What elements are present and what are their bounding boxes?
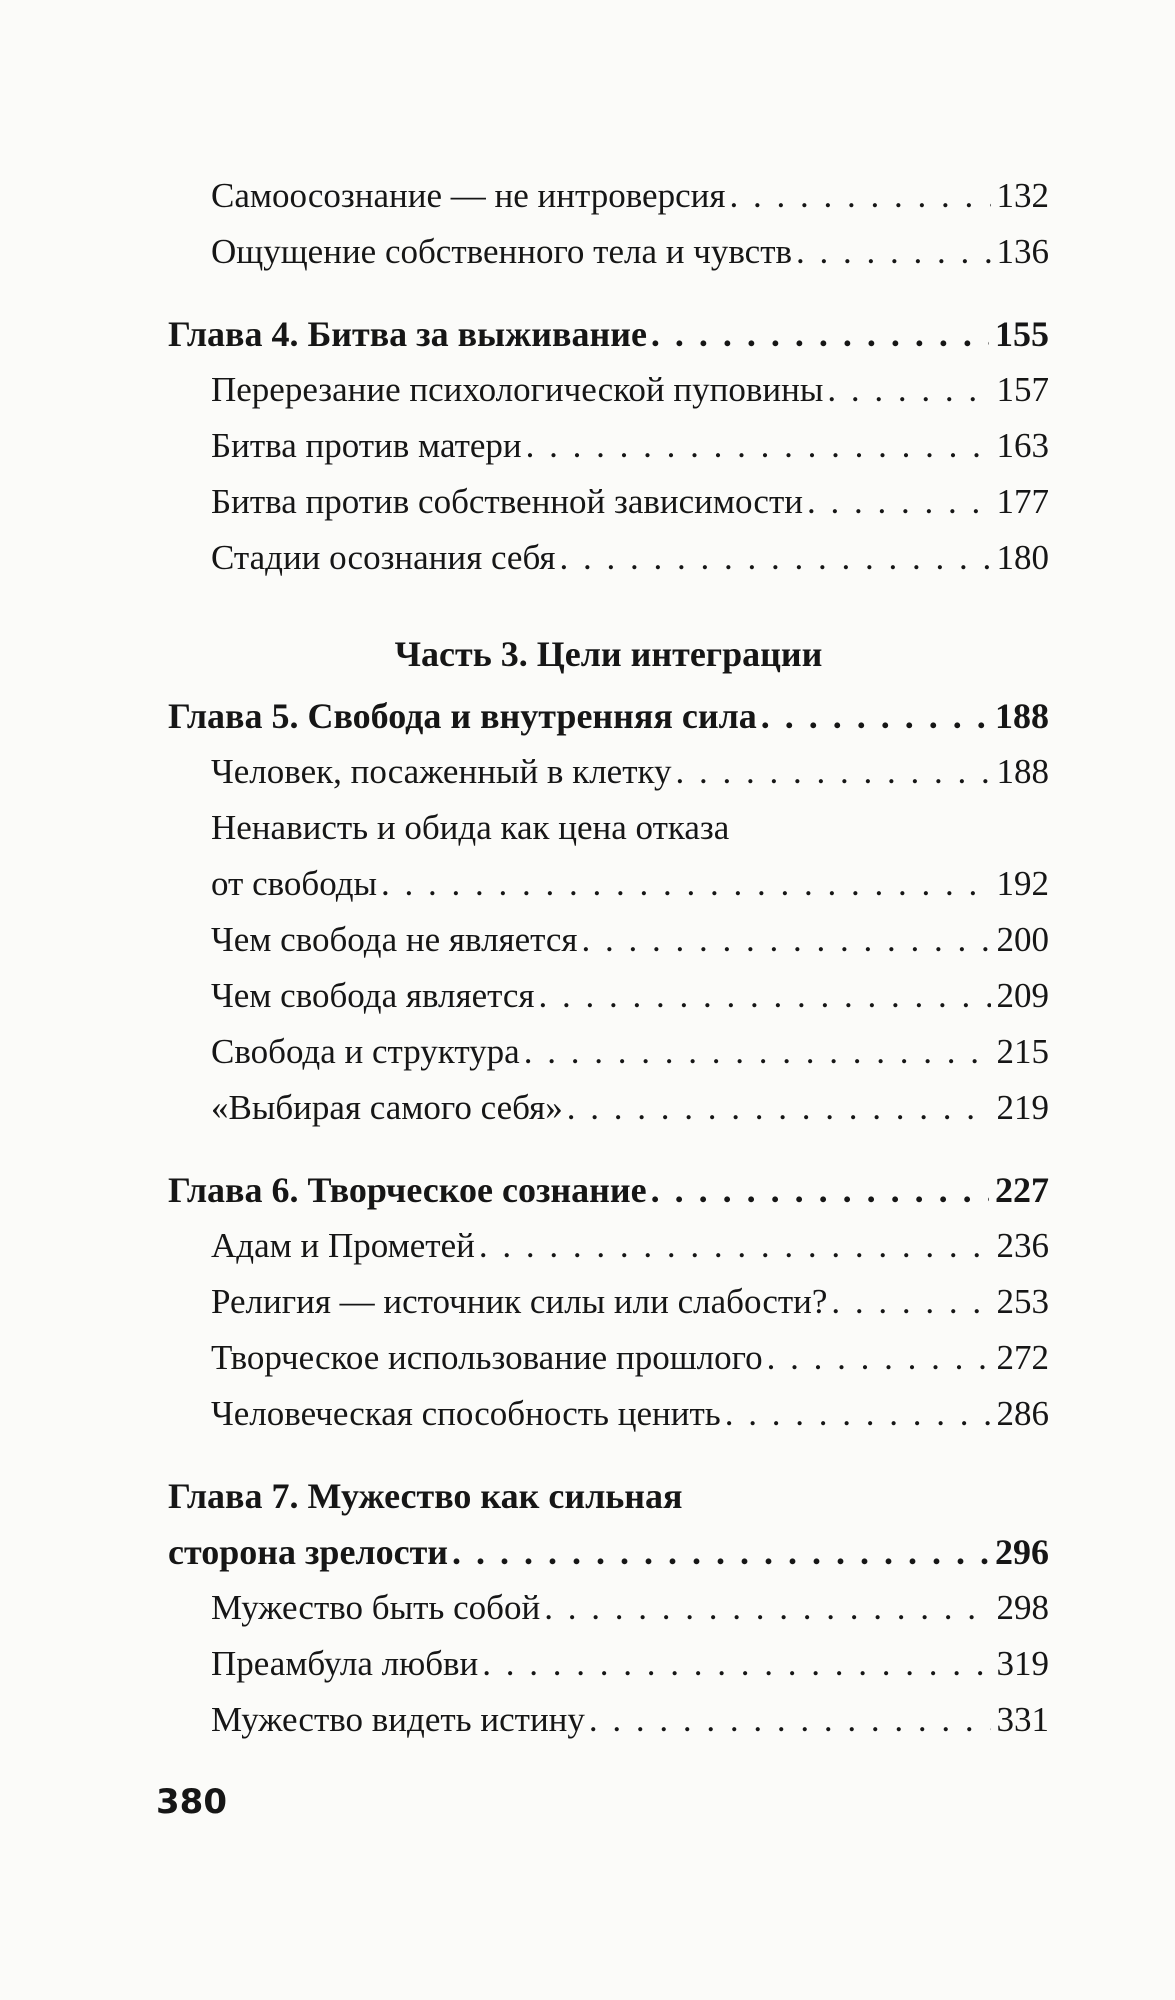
toc-entry bbox=[168, 1024, 1049, 1080]
dot-leader bbox=[452, 1524, 989, 1580]
dot-leader bbox=[796, 224, 990, 280]
chapter-title: Глава 4. Битва за выживание bbox=[168, 314, 647, 354]
dot-leader bbox=[479, 1218, 991, 1274]
toc-entry-title: Самоосознание — не интроверсия bbox=[211, 176, 726, 215]
toc-entry-page: 236 bbox=[996, 1226, 1049, 1265]
dot-leader bbox=[539, 968, 991, 1024]
toc-chapter-5 bbox=[168, 688, 1049, 744]
dot-leader bbox=[767, 1330, 991, 1386]
part-title: Часть 3. Цели интеграции bbox=[394, 634, 823, 674]
toc-entry-title: Религия — источник силы или слабости? bbox=[211, 1282, 828, 1321]
toc-entry-title: Перерезание психологической пуповины bbox=[211, 370, 824, 409]
toc-entry bbox=[168, 1692, 1049, 1748]
toc-entry bbox=[168, 474, 1049, 530]
toc-entry-title: Адам и Прометей bbox=[211, 1226, 475, 1265]
toc-entry-title: Свобода и структура bbox=[211, 1032, 520, 1071]
dot-leader bbox=[582, 912, 991, 968]
chapter-page: 296 bbox=[995, 1532, 1049, 1572]
dot-leader bbox=[761, 688, 989, 744]
chapter-title: Глава 5. Свобода и внутренняя сила bbox=[168, 696, 757, 736]
dot-leader bbox=[567, 1080, 991, 1136]
toc-entry bbox=[168, 168, 1049, 224]
toc-entry bbox=[168, 530, 1049, 586]
dot-leader bbox=[827, 362, 990, 418]
toc-entry-title-line: Ненависть и обида как цена отказа bbox=[211, 808, 730, 847]
toc-entry-page: 209 bbox=[996, 976, 1049, 1015]
toc-entry-title: Творческое использование прошлого bbox=[211, 1338, 763, 1377]
toc-entry-page: 136 bbox=[996, 232, 1049, 271]
toc-entry bbox=[168, 744, 1049, 800]
toc-entry bbox=[168, 224, 1049, 280]
toc-entry-page: 192 bbox=[996, 864, 1049, 903]
toc-entry-page: 177 bbox=[996, 482, 1049, 521]
page-number: 380 bbox=[156, 1782, 227, 1822]
dot-leader bbox=[807, 474, 991, 530]
toc-entry-title: от свободы bbox=[211, 864, 378, 903]
toc-entry bbox=[168, 1580, 1049, 1636]
toc-chapter-6 bbox=[168, 1162, 1049, 1218]
toc-entry-title: Ощущение собственного тела и чувств bbox=[211, 232, 793, 271]
toc-entry-page: 157 bbox=[996, 370, 1049, 409]
toc-entry-page: 272 bbox=[996, 1338, 1049, 1377]
toc-entry-page: 286 bbox=[996, 1394, 1049, 1433]
dot-leader bbox=[725, 1386, 991, 1442]
dot-leader bbox=[651, 306, 989, 362]
toc-entry-page: 188 bbox=[996, 752, 1049, 791]
chapter-page: 155 bbox=[995, 314, 1049, 354]
toc-entry bbox=[168, 418, 1049, 474]
dot-leader bbox=[526, 418, 991, 474]
toc-entry-title: Битва против собственной зависимости bbox=[211, 482, 803, 521]
dot-leader bbox=[560, 530, 991, 586]
dot-leader bbox=[524, 1024, 991, 1080]
toc-entry bbox=[168, 1274, 1049, 1330]
toc-entry-title: Мужество видеть истину bbox=[211, 1700, 585, 1739]
toc-entry bbox=[168, 856, 1049, 912]
chapter-title: Глава 6. Творческое сознание bbox=[168, 1170, 647, 1210]
chapter-page: 188 bbox=[995, 696, 1049, 736]
toc-entry-page: 219 bbox=[996, 1088, 1049, 1127]
toc-entry-page: 215 bbox=[996, 1032, 1049, 1071]
toc-entry bbox=[168, 1330, 1049, 1386]
toc-entry-title: Человеческая способность ценить bbox=[211, 1394, 721, 1433]
toc-chapter-7 bbox=[168, 1524, 1049, 1580]
chapter-title-line: Глава 7. Мужество как сильная bbox=[168, 1476, 683, 1516]
toc-entry-title: Стадии осознания себя bbox=[211, 538, 556, 577]
toc-entry-page: 331 bbox=[996, 1700, 1049, 1739]
toc-entry-page: 180 bbox=[996, 538, 1049, 577]
toc-entry-page: 319 bbox=[996, 1644, 1049, 1683]
toc-chapter-4 bbox=[168, 306, 1049, 362]
toc-entry-title: Битва против матери bbox=[211, 426, 522, 465]
dot-leader bbox=[676, 744, 991, 800]
chapter-page: 227 bbox=[995, 1170, 1049, 1210]
toc-entry bbox=[168, 362, 1049, 418]
toc-entry bbox=[168, 1386, 1049, 1442]
toc-entry-title: Мужество быть собой bbox=[211, 1588, 541, 1627]
dot-leader bbox=[544, 1580, 990, 1636]
dot-leader bbox=[482, 1636, 990, 1692]
toc-entry bbox=[168, 1080, 1049, 1136]
toc-entry-page: 132 bbox=[996, 176, 1049, 215]
toc-entry bbox=[168, 912, 1049, 968]
dot-leader bbox=[589, 1692, 991, 1748]
toc-entry bbox=[168, 968, 1049, 1024]
toc-entry-title: «Выбирая самого себя» bbox=[211, 1088, 563, 1127]
dot-leader bbox=[381, 856, 990, 912]
table-of-contents bbox=[168, 168, 1049, 1748]
toc-entry-page: 163 bbox=[996, 426, 1049, 465]
toc-entry-page: 200 bbox=[996, 920, 1049, 959]
toc-entry-title: Чем свобода является bbox=[211, 976, 535, 1015]
chapter-title: сторона зрелости bbox=[168, 1532, 449, 1572]
toc-entry bbox=[168, 1218, 1049, 1274]
toc-entry-title: Чем свобода не является bbox=[211, 920, 578, 959]
toc-entry-title: Человек, посаженный в клетку bbox=[211, 752, 672, 791]
dot-leader bbox=[729, 168, 990, 224]
dot-leader bbox=[651, 1162, 989, 1218]
dot-leader bbox=[831, 1274, 990, 1330]
toc-entry-title: Преамбула любви bbox=[211, 1644, 479, 1683]
toc-entry-page: 298 bbox=[996, 1588, 1049, 1627]
toc-entry bbox=[168, 1636, 1049, 1692]
toc-entry-page: 253 bbox=[996, 1282, 1049, 1321]
